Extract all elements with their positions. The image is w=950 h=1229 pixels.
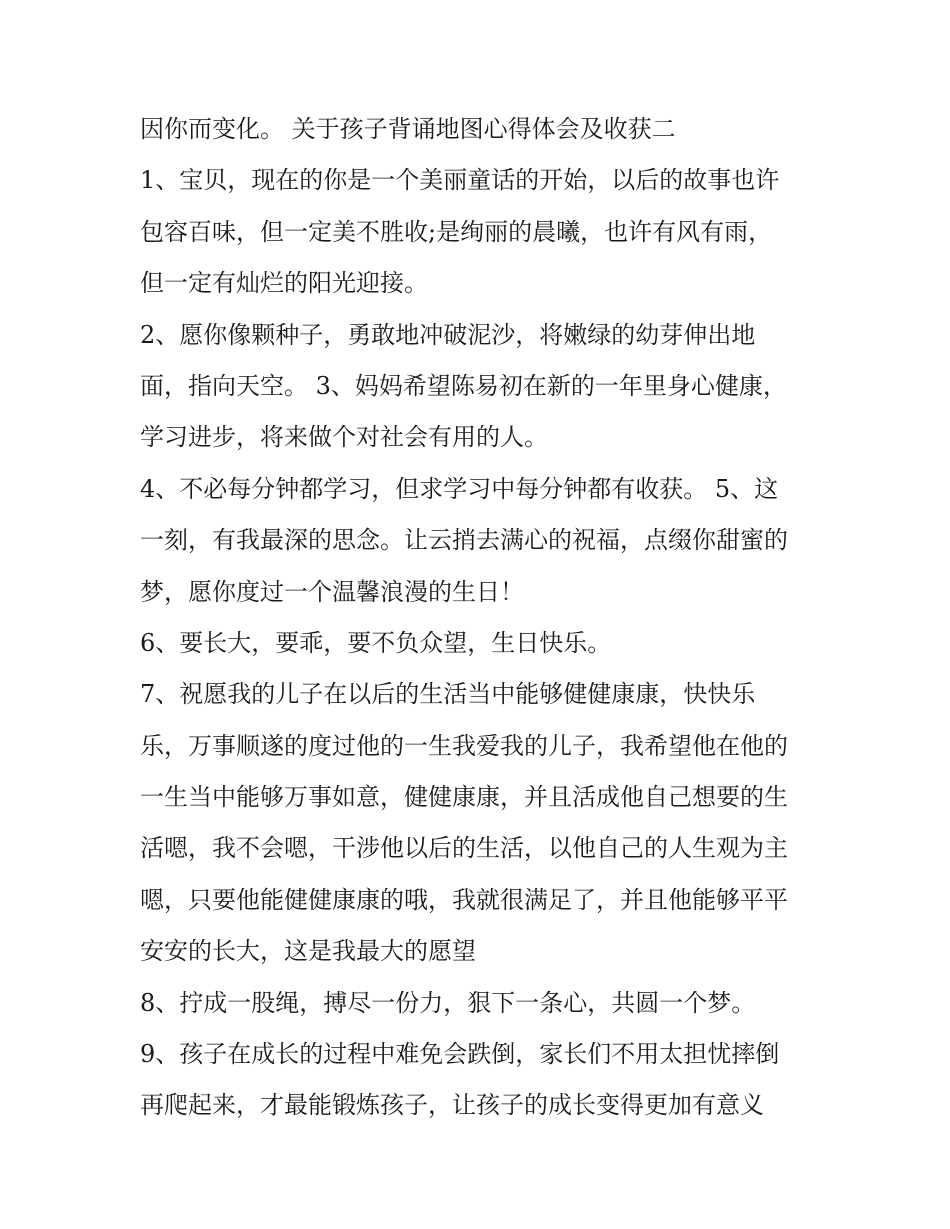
- text-line: 乐，万事顺遂的度过他的一生我爱我的儿子，我希望他在他的: [140, 731, 788, 760]
- text-line: 7、祝愿我的儿子在以后的生活当中能够健健康康，快快乐: [140, 680, 756, 709]
- text-line: 1、宝贝，现在的你是一个美丽童话的开始，以后的故事也许: [140, 166, 780, 195]
- text-line: 9、孩子在成长的过程中难免会跌倒，家长们不用太担忧摔倒: [140, 1040, 780, 1069]
- text-line: 因你而变化。 关于孩子背诵地图心得体会及收获二: [140, 115, 676, 143]
- text-line: 一刻，有我最深的思念。让云捎去满心的祝福，点缀你甜蜜的: [140, 526, 788, 555]
- text-line: 梦，愿你度过一个温馨浪漫的生日！: [140, 577, 524, 606]
- text-line: 包容百味，但一定美不胜收;是绚丽的晨曦，也许有风有雨，: [140, 217, 773, 246]
- text-line: 4、不必每分钟都学习，但求学习中每分钟都有收获。 5、这: [140, 474, 779, 503]
- text-line: 但一定有灿烂的阳光迎接。: [140, 269, 428, 298]
- text-line: 一生当中能够万事如意，健健康康，并且活成他自己想要的生: [140, 783, 788, 812]
- text-line: 8、拧成一股绳，搏尽一份力，狠下一条心，共圆一个梦。: [140, 988, 756, 1017]
- text-line: 再爬起来，才最能锻炼孩子，让孩子的成长变得更加有意义: [140, 1091, 764, 1120]
- text-line: 面，指向天空。 3、妈妈希望陈易初在新的一年里身心健康，: [140, 371, 787, 400]
- text-line: 活嗯，我不会嗯，干涉他以后的生活，以他自己的人生观为主: [140, 834, 788, 863]
- text-line: 嗯，只要他能健健康康的哦，我就很满足了，并且他能够平平: [140, 885, 788, 914]
- text-line: 学习进步，将来做个对社会有用的人。: [140, 423, 548, 452]
- body-text: [140, 108, 830, 1136]
- text-line: 安安的长大，这是我最大的愿望: [140, 937, 476, 966]
- text-line: 6、要长大，要乖，要不负众望，生日快乐。: [140, 628, 612, 657]
- text-line: 2、愿你像颗种子，勇敢地冲破泥沙，将嫩绿的幼芽伸出地: [140, 320, 756, 349]
